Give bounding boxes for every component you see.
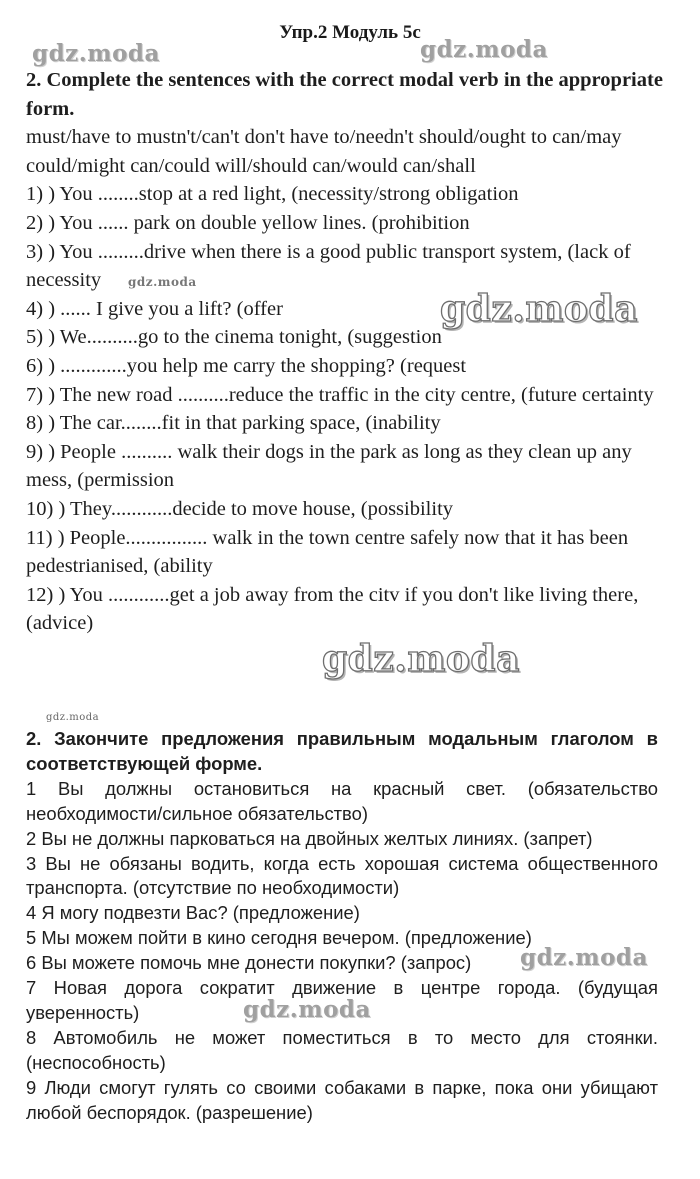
english-sentence-9: 9) ) People .......... walk their dogs in the park as long as they clean up any mess, (permission: [26, 440, 632, 492]
watermark: gdz.moda: [420, 36, 548, 63]
russian-sentence-9: 9 Люди смогут гулять со своими собаками в парке, пока они убищают любой беспорядок. (разрешение): [26, 1076, 658, 1123]
english-sentence-7: 7) ) The new road ..........reduce the traffic in the city centre, (future certainty: [26, 383, 654, 406]
russian-sentence-1: 1 Вы должны остановиться на красный свет. (обязательство необходимости/сильное обязательство): [26, 777, 658, 824]
english-exercise: [26, 66, 676, 638]
page-title: Упр.2 Модуль 5с: [279, 22, 421, 43]
modal-verb-list: must/have to mustn't/can't don't have to/needn't should/ought to can/may could/might can/could will/should can/would can/shall: [26, 126, 622, 177]
russian-sentence-6: 6 Вы можете помочь мне донести покупки? (запрос): [26, 952, 472, 974]
russian-sentence-8: 8 Автомобиль не может поместиться в то место для стоянки. (неспособность): [26, 1026, 658, 1073]
english-sentence-4: 4) ) ...... I give you a lift? (offer: [26, 297, 283, 320]
english-sentence-8: 8) ) The car........fit in that parking space, (inability: [26, 412, 441, 435]
english-sentence-11: 11) ) People................ walk in the town centre safely now that it has been pedestrianised, (ability: [26, 526, 629, 578]
russian-sentence-2: 2 Вы не должны парковаться на двойных желтых линиях. (запрет): [26, 827, 593, 849]
watermark: gdz.moda: [243, 996, 371, 1023]
english-sentence-5: 5) ) We..........go to the cinema tonight, (suggestion: [26, 326, 442, 349]
english-sentence-2: 2) ) You ...... park on double yellow lines. (prohibition: [26, 211, 470, 234]
english-sentence-10: 10) ) They............decide to move house, (possibility: [26, 497, 454, 520]
watermark: gdz.moda: [322, 638, 520, 680]
russian-sentence-3: 3 Вы не обязаны водить, когда есть хорошая система общественного транспорта. (отсутствие по необходимости): [26, 852, 658, 899]
watermark: gdz.moda: [46, 712, 100, 723]
english-sentence-1: 1) ) You ........stop at a red light, (necessity/strong obligation: [26, 183, 519, 206]
russian-heading: 2. Закончите предложения правильным модальным глаголом в соответствующей форме.: [26, 728, 658, 774]
watermark: gdz.moda: [440, 288, 638, 330]
english-heading: 2. Complete the sentences with the correct modal verb in the appropriate form.: [26, 69, 663, 120]
watermark: gdz.moda: [32, 40, 160, 67]
watermark: gdz.moda: [128, 275, 197, 289]
russian-translation: [26, 727, 658, 1126]
english-sentence-6: 6) ) .............you help me carry the shopping? (request: [26, 354, 467, 377]
russian-sentence-7: 7 Новая дорога сократит движение в центре города. (будущая уверенность): [26, 977, 658, 1023]
english-sentence-3: 3) ) You .........drive when there is a good public transport system, (lack of necessity: [26, 240, 631, 292]
russian-sentence-5: 5 Мы можем пойти в кино сегодня вечером. (предложение): [26, 927, 532, 949]
watermark: gdz.moda: [520, 944, 648, 971]
russian-sentence-4: 4 Я могу подвезти Вас? (предложение): [26, 902, 360, 924]
english-sentence-12: 12) ) You ............get a job away from the citv if you don't like living there, (advice): [26, 583, 639, 635]
